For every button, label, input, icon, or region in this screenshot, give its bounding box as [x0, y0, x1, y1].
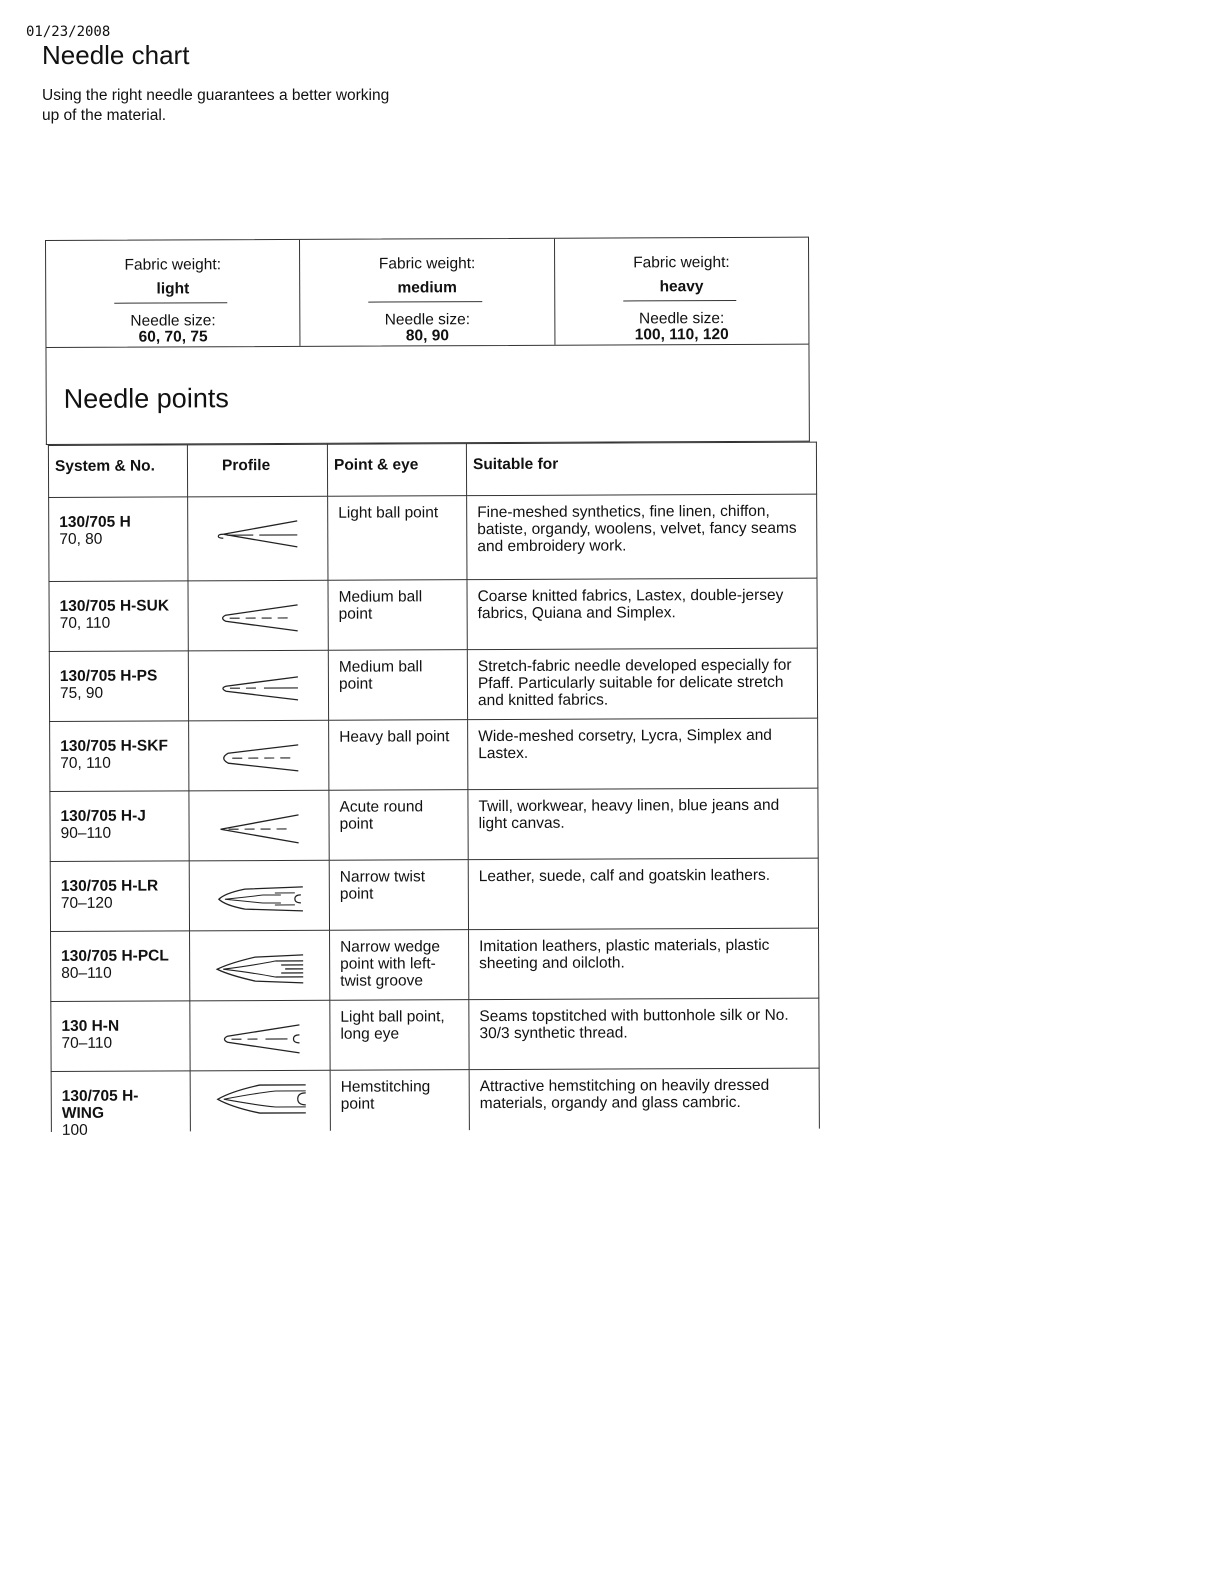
- system-code: 130/705 H-PS: [59, 667, 158, 685]
- suitable-cell: Leather, suede, calf and goatskin leathers.: [468, 858, 818, 930]
- table-row: [49, 578, 817, 651]
- system-code: 130/705 H-SUK: [59, 597, 170, 615]
- system-sizes: 70–110: [61, 1034, 113, 1052]
- light-ball-point-needle-icon: [213, 517, 303, 553]
- system-code: 130/705 H-WING: [61, 1087, 139, 1122]
- needle-points-header-box: [45, 345, 809, 445]
- fabric-weight-label: Fabric weight:: [633, 254, 730, 272]
- page-title: Needle chart: [42, 40, 190, 70]
- column-header-system: System & No.: [48, 445, 187, 498]
- suitable-cell: Twill, workwear, heavy linen, blue jeans and light canvas.: [468, 788, 818, 860]
- fabric-weight-medium: [299, 239, 554, 346]
- system-sizes: 70, 80: [59, 530, 103, 548]
- needle-size-value: 80, 90: [405, 327, 450, 345]
- suitable-text: Attractive hemstitching on heavily dressed materials, organdy and glass cambric.: [479, 1076, 770, 1113]
- table-header-row: [48, 442, 816, 497]
- system-sizes: 70–120: [60, 894, 113, 912]
- system-code: 130/705 H-PCL: [61, 947, 169, 965]
- profile-cell: [188, 580, 328, 651]
- profile-cell: [189, 720, 329, 791]
- stretch-needle-icon: [213, 671, 303, 707]
- divider: [369, 301, 482, 302]
- heavy-ball-point-needle-icon: [214, 741, 304, 777]
- system-cell: [51, 1071, 190, 1139]
- needle-size-label: Needle size:: [130, 312, 216, 330]
- scan-date: 01/23/2008: [26, 24, 111, 40]
- long-eye-needle-icon: [215, 1021, 305, 1057]
- system-cell: [51, 1001, 190, 1072]
- point-cell: Narrow twist point: [329, 860, 468, 931]
- fabric-weight-label: Fabric weight:: [378, 255, 476, 273]
- table-row: [49, 494, 817, 581]
- system-cell: [49, 651, 188, 722]
- column-header-point: Point & eye: [327, 444, 466, 497]
- suitable-cell: Imitation leathers, plastic materials, plastic sheeting and oilcloth.: [469, 928, 819, 1000]
- wedge-point-needle-icon: [215, 951, 305, 987]
- fabric-weight-table: [45, 237, 809, 348]
- table-row: [50, 718, 818, 791]
- point-cell: Medium ball point: [328, 580, 467, 651]
- medium-ball-point-needle-icon: [213, 601, 303, 637]
- suitable-cell: Seams topstitched with buttonhole silk or No. 30/3 synthetic thread.: [469, 998, 819, 1070]
- point-cell: [330, 1070, 469, 1131]
- system-code: 130/705 H: [59, 513, 131, 531]
- fabric-weight-label: Fabric weight:: [124, 256, 222, 274]
- system-cell: [50, 721, 189, 792]
- system-sizes: 75, 90: [59, 684, 104, 702]
- suitable-cell: Wide-meshed corsetry, Lycra, Simplex and Lastex.: [468, 718, 818, 790]
- fabric-weight-value: medium: [397, 279, 457, 297]
- point-text: Hemstitching point: [340, 1078, 431, 1113]
- system-cell: [50, 791, 189, 862]
- profile-cell: [189, 790, 329, 861]
- profile-cell: [188, 496, 328, 581]
- intro-text: Using the right needle guarantees a better working up of the material.: [42, 87, 390, 124]
- fabric-weight-heavy: [554, 238, 809, 345]
- system-code: 130/705 H-J: [60, 807, 146, 825]
- profile-cell: [189, 860, 329, 931]
- profile-cell: [190, 1000, 330, 1071]
- system-sizes: 70, 110: [59, 614, 111, 632]
- point-cell: Light ball point: [328, 496, 467, 581]
- profile-cell: [190, 1070, 330, 1131]
- suitable-cell: Fine-meshed synthetics, fine linen, chiffon, batiste, organdy, woolens, velvet, fancy seams and embroidery work.: [467, 494, 817, 580]
- point-cell: Acute round point: [329, 790, 468, 861]
- system-code: 130/705 H-LR: [60, 877, 159, 895]
- system-cell: [51, 931, 190, 1002]
- system-cell: [49, 581, 188, 652]
- acute-round-point-needle-icon: [214, 811, 304, 847]
- system-sizes: 80–110: [61, 964, 112, 982]
- system-code: 130/705 H-SKF: [60, 737, 168, 755]
- table-row: [50, 788, 818, 861]
- profile-cell: [188, 650, 328, 721]
- needle-size-label: Needle size:: [638, 310, 725, 328]
- system-cell: [49, 497, 188, 582]
- fabric-weight-value: heavy: [659, 278, 704, 296]
- suitable-cell: Coarse knitted fabrics, Lastex, double-jersey fabrics, Quiana and Simplex.: [467, 578, 817, 650]
- profile-cell: [190, 930, 330, 1001]
- twist-point-needle-icon: [214, 881, 304, 917]
- column-header-profile: Profile: [187, 444, 327, 497]
- column-header-suitable: Suitable for: [466, 442, 816, 496]
- divider: [114, 302, 227, 303]
- point-cell: Medium ball point: [328, 650, 467, 721]
- needle-size-value: 100, 110, 120: [634, 326, 729, 344]
- fabric-weight-value: light: [156, 280, 190, 298]
- point-cell: Narrow wedge point with left-twist groove: [330, 930, 469, 1001]
- needle-chart: [45, 237, 813, 1139]
- divider: [623, 300, 736, 301]
- system-sizes: 100: [61, 1121, 88, 1139]
- table-row: [51, 998, 819, 1071]
- system-sizes: 90–110: [60, 824, 112, 842]
- table-row: [50, 858, 818, 931]
- suitable-cell: [469, 1068, 819, 1130]
- needle-points-title: Needle points: [63, 383, 229, 414]
- point-cell: Light ball point, long eye: [330, 1000, 469, 1071]
- fabric-weight-light: [46, 240, 300, 347]
- hemstitching-needle-icon: [215, 1081, 305, 1117]
- table-row: [51, 928, 819, 1001]
- needle-size-label: Needle size:: [384, 311, 471, 329]
- system-sizes: 70, 110: [60, 754, 111, 772]
- needle-points-table: [48, 442, 820, 1139]
- suitable-cell: Stretch-fabric needle developed especially for Pfaff. Particularly suitable for delicate stretch and knitted fabrics.: [467, 648, 817, 720]
- system-code: 130 H-N: [61, 1017, 120, 1035]
- table-row: [49, 648, 817, 721]
- table-row: [51, 1068, 819, 1132]
- system-cell: [50, 861, 189, 932]
- needle-size-value: 60, 70, 75: [138, 328, 208, 346]
- point-cell: Heavy ball point: [329, 720, 468, 791]
